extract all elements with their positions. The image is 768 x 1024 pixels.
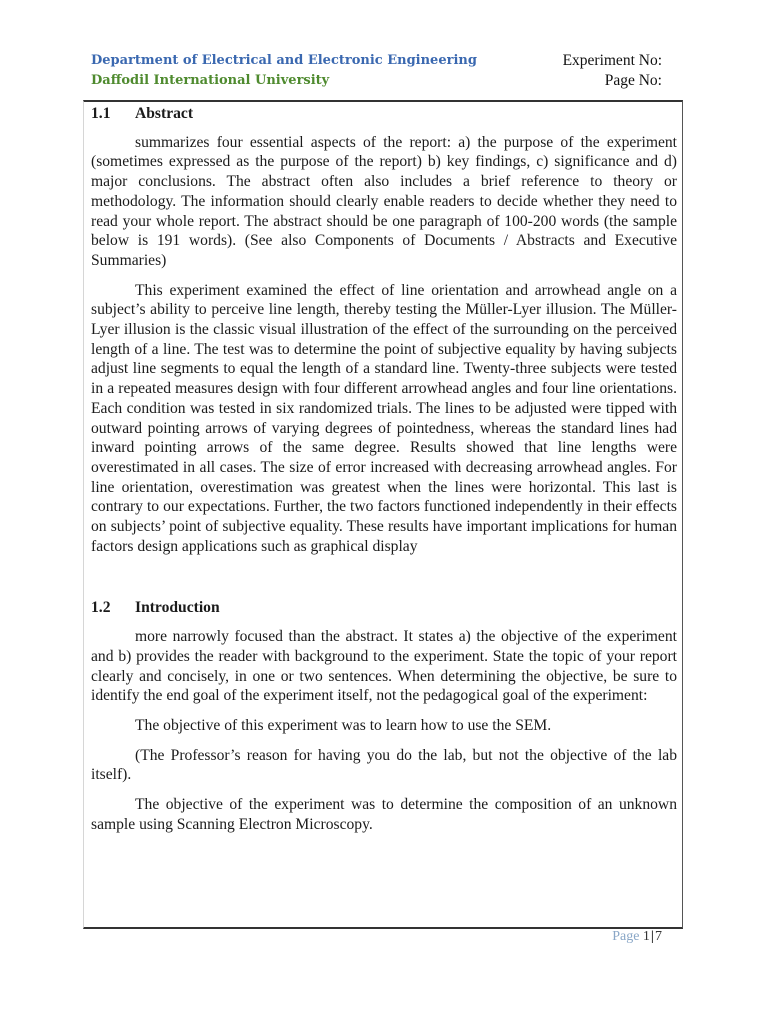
page-label: Page — [612, 929, 640, 944]
page-separator: | — [650, 929, 654, 944]
experiment-info — [563, 51, 662, 91]
section-title: Introduction — [135, 599, 220, 617]
section-number: 1.2 — [91, 599, 111, 617]
introduction-objective-paragraph: The objective of the experiment was to determine the composition of an unknown sample using Scanning Electron Microscopy. — [91, 796, 677, 833]
department-name: Department of Electrical and Electronic Engineering — [91, 53, 477, 68]
university-name: Daffodil International University — [91, 73, 330, 88]
section-heading-introduction — [91, 598, 677, 618]
abstract-sample-paragraph: This experiment examined the effect of line orientation and arrowhead angle on a subject’s ability to perceive line length, thereby testing the Müller-Lyer illusion. The Müller-Lyer illusion is the classic visual illustration of the effect of the surrounding on the perceived length of a line. The test was to determine the point of subjective equality by having subjects adjust line segments to equal the length of a standard line. Twenty-three subjects were tested in a repeated measures design with four different arrowhead angles and four line orientations. Each condition was tested in six randomized trials. The lines to be adjusted were tipped with outward pointing arrows of varying degrees of pointedness, whereas the standard lines had inward pointing arrows of the same degree. Results showed that line lengths were overestimated in all cases. The size of error increased with decreasing arrowhead angles. For line orientation, overestimation was greatest when the lines were horizontal. This last is contrary to our expectations. Further, the two factors functioned independently in their effects on subjects’ point of subjective equality. These results have important implications for human factors design applications such as graphical display — [91, 281, 677, 555]
page-no-label: Page No: — [604, 72, 662, 89]
abstract-paragraph: summarizes four essential aspects of the report: a) the purpose of the experiment (sometimes expressed as the purpose of the report) b) key findings, c) significance and d) major conclusions. The abstract often also includes a brief reference to theory or methodology. The information should clearly enable readers to decide whether they need to read your whole report. The abstract should be one paragraph of 100-200 words (the sample below is 191 words). (See also Components of Documents / Abstracts and Executive Summaries) — [91, 133, 677, 269]
introduction-paragraph: more narrowly focused than the abstract. It states a) the objective of the experiment and b) provides the reader with background to the experiment. State the topic of your report clearly and concisely, in one or two sentences. When determining the objective, be sure to identify the end goal of the experiment itself, not the pedagogical goal of the experiment: — [91, 628, 677, 705]
page-current: 1 — [642, 929, 650, 944]
section-spacer — [91, 566, 677, 596]
section-heading-abstract — [91, 104, 677, 124]
introduction-note-paragraph: (The Professor’s reason for having you do the lab, but not the objective of the lab itself). — [91, 746, 677, 784]
introduction-example-paragraph: The objective of this experiment was to learn how to use the SEM. — [135, 716, 552, 734]
document-header — [91, 51, 477, 91]
page-footer — [612, 929, 662, 945]
page-content — [91, 102, 677, 844]
page-total: 7 — [655, 929, 662, 944]
section-title: Abstract — [135, 105, 194, 122]
experiment-no-label: Experiment No: — [562, 52, 662, 69]
section-number: 1.1 — [91, 105, 111, 122]
